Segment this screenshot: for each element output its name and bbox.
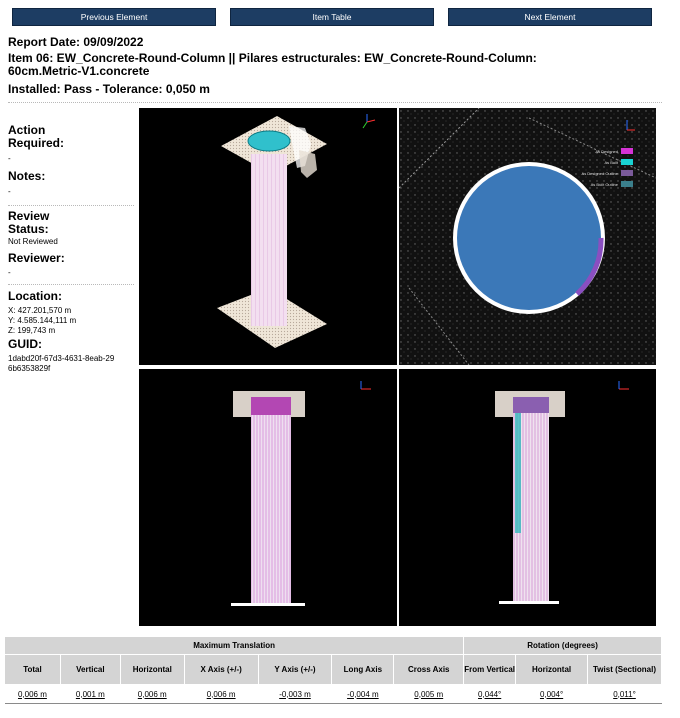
reviewer-label: Reviewer:: [8, 251, 65, 265]
column-header: Y Axis (+/-): [258, 655, 332, 685]
location-y: Y: 4.585.144,111 m: [8, 316, 77, 325]
table-row: [5, 685, 662, 704]
notes-label: Notes:: [8, 169, 46, 183]
legend-label: As Designed Outline: [581, 171, 618, 176]
column-header: Cross Axis: [394, 655, 464, 685]
review-status-value: Not Reviewed: [8, 237, 58, 246]
base-line-shape: [231, 603, 305, 606]
table-cell[interactable]: 0,005 m: [394, 685, 464, 704]
side-elevation-panel[interactable]: [399, 369, 656, 626]
top-view-panel[interactable]: [399, 108, 656, 365]
isometric-view-panel[interactable]: [139, 108, 397, 365]
table-cell[interactable]: -0,004 m: [332, 685, 394, 704]
table-cell[interactable]: 0,044°: [464, 685, 516, 704]
reviewer-value: -: [8, 268, 11, 277]
column-header: Horizontal: [516, 655, 588, 685]
legend-label: As Built Outline: [590, 182, 618, 187]
legend-swatch: [621, 181, 633, 187]
table-cell[interactable]: 0,004°: [516, 685, 588, 704]
item-table-button[interactable]: Item Table: [230, 8, 434, 26]
legend-label: As Designed: [595, 149, 618, 154]
axis-y-line: [363, 122, 367, 128]
item-title: Item 06: EW_Concrete-Round-Column || Pilares estructurales: EW_Concrete-Round-Column: 60cm.Metric-V1.concrete: [8, 51, 537, 78]
column-header: Total: [5, 655, 61, 685]
action-required-value: -: [8, 154, 11, 163]
action-required-label: Action Required:: [8, 123, 65, 150]
deviation-table: [4, 636, 662, 704]
translation-group-header: Maximum Translation: [5, 637, 464, 655]
table-cell[interactable]: 0,011°: [588, 685, 662, 704]
column-shape: [251, 154, 287, 326]
legend-swatch: [621, 148, 633, 154]
top-band-shape: [251, 397, 291, 415]
column-header: Vertical: [60, 655, 120, 685]
table-cell[interactable]: 0,006 m: [120, 685, 184, 704]
scan-debris-shape: [299, 150, 317, 178]
sidebar-divider: [8, 205, 134, 206]
report-header: [8, 36, 668, 96]
base-line-shape: [499, 601, 559, 604]
table-cell[interactable]: 0,006 m: [184, 685, 258, 704]
column-header: Twist (Sectional): [588, 655, 662, 685]
column-header: X Axis (+/-): [184, 655, 258, 685]
next-element-button[interactable]: Next Element: [448, 8, 652, 26]
rotation-group-header: Rotation (degrees): [464, 637, 662, 655]
deviation-strip-shape: [515, 413, 521, 533]
location-label: Location:: [8, 289, 62, 303]
column-top-ellipse: [248, 131, 290, 151]
legend-swatch: [621, 159, 633, 165]
report-date: Report Date: 09/09/2022: [8, 35, 144, 49]
legend-label: As Built: [604, 160, 618, 165]
notes-value: -: [8, 187, 11, 196]
column-header: From Vertical: [464, 655, 516, 685]
column-header: Long Axis: [332, 655, 394, 685]
guid-value: 1dabd20f-67d3-4631-8eab-296b6353829f: [8, 354, 115, 373]
table-cell[interactable]: 0,006 m: [5, 685, 61, 704]
axis-x-line: [367, 120, 375, 122]
table-cell[interactable]: 0,001 m: [60, 685, 120, 704]
review-status-label: Review Status:: [8, 209, 50, 236]
table-cell[interactable]: -0,003 m: [258, 685, 332, 704]
previous-element-button[interactable]: Previous Element: [12, 8, 216, 26]
details-sidebar: [8, 124, 134, 374]
front-elevation-panel[interactable]: [139, 369, 397, 626]
guid-label: GUID:: [8, 337, 42, 351]
top-band-shape: [513, 397, 549, 413]
location-z: Z: 199,743 m: [8, 326, 56, 335]
sidebar-divider: [8, 284, 134, 285]
column-header: Horizontal: [120, 655, 184, 685]
navigation-bar: [12, 8, 652, 26]
legend-swatch: [621, 170, 633, 176]
location-x: X: 427.201,570 m: [8, 306, 72, 315]
header-divider: [8, 102, 662, 103]
installed-status: Installed: Pass - Tolerance: 0,050 m: [8, 82, 210, 96]
column-shape: [251, 415, 291, 605]
